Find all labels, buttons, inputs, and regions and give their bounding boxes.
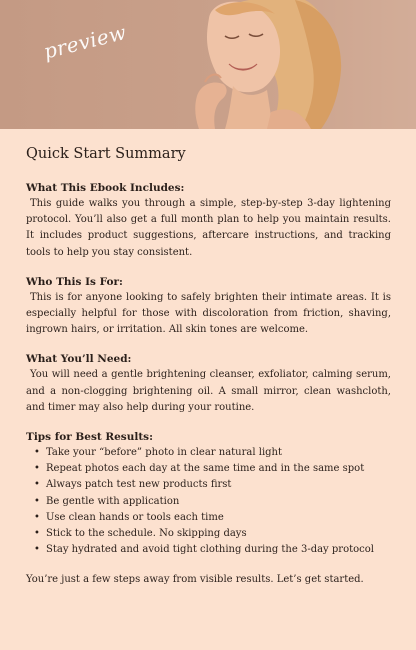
section-heading: Tips for Best Results: [26, 431, 153, 444]
summary-content [26, 146, 391, 588]
section-body: This is for anyone looking to safely brighten their intimate areas. It is especially helpful for those with discoloration from friction, shaving, ingrown hairs, or irritation. All skin tones are welcome. [26, 291, 391, 336]
list-item: • Stay hydrated and avoid tight clothing during the 3-day protocol [34, 542, 391, 558]
bullet-icon: • [34, 463, 40, 475]
bullet-icon: • [34, 528, 40, 540]
list-item: • Be gentle with application [34, 494, 391, 510]
list-item: • Always patch test new products first [34, 477, 391, 493]
preview-label: preview [41, 19, 129, 64]
bullet-icon: • [34, 479, 40, 491]
bullet-icon: • [34, 544, 40, 556]
section-heading: What You’ll Need: [26, 353, 132, 366]
smiling-woman-portrait-icon [175, 0, 416, 129]
bullet-icon: • [34, 447, 40, 459]
page-title: Quick Start Summary [26, 146, 186, 162]
hero-banner [0, 0, 416, 129]
list-item: • Use clean hands or tools each time [34, 510, 391, 526]
tips-list [26, 445, 391, 558]
section-heading: Who This Is For: [26, 275, 123, 288]
list-item: • Stick to the schedule. No skipping days [34, 526, 391, 542]
section-what-you-need [26, 353, 391, 416]
section-heading: What This Ebook Includes: [26, 182, 185, 194]
bullet-icon: • [34, 495, 40, 507]
section-body: This guide walks you through a simple, step-by-step 3-day lightening protocol. You’ll also get a full month plan to help you maintain results. It includes product suggestions, aftercare instructions, and tracking tools to help you stay consistent. [26, 198, 391, 258]
section-body: You will need a gentle brightening cleanser, exfoliator, calming serum, and a non-clogging brightening oil. A small mirror, clean washcloth, and timer may also help during your routine. [26, 369, 391, 413]
list-item: • Repeat photos each day at the same time and in the same spot [34, 461, 391, 477]
section-tips [26, 431, 391, 558]
list-item: • Take your “before” photo in clear natural light [34, 445, 391, 461]
bullet-icon: • [34, 511, 40, 523]
closing-line: You’re just a few steps away from visible results. Let’s get started. [26, 574, 364, 586]
section-who-for [26, 276, 391, 339]
section-ebook-includes [26, 182, 391, 261]
